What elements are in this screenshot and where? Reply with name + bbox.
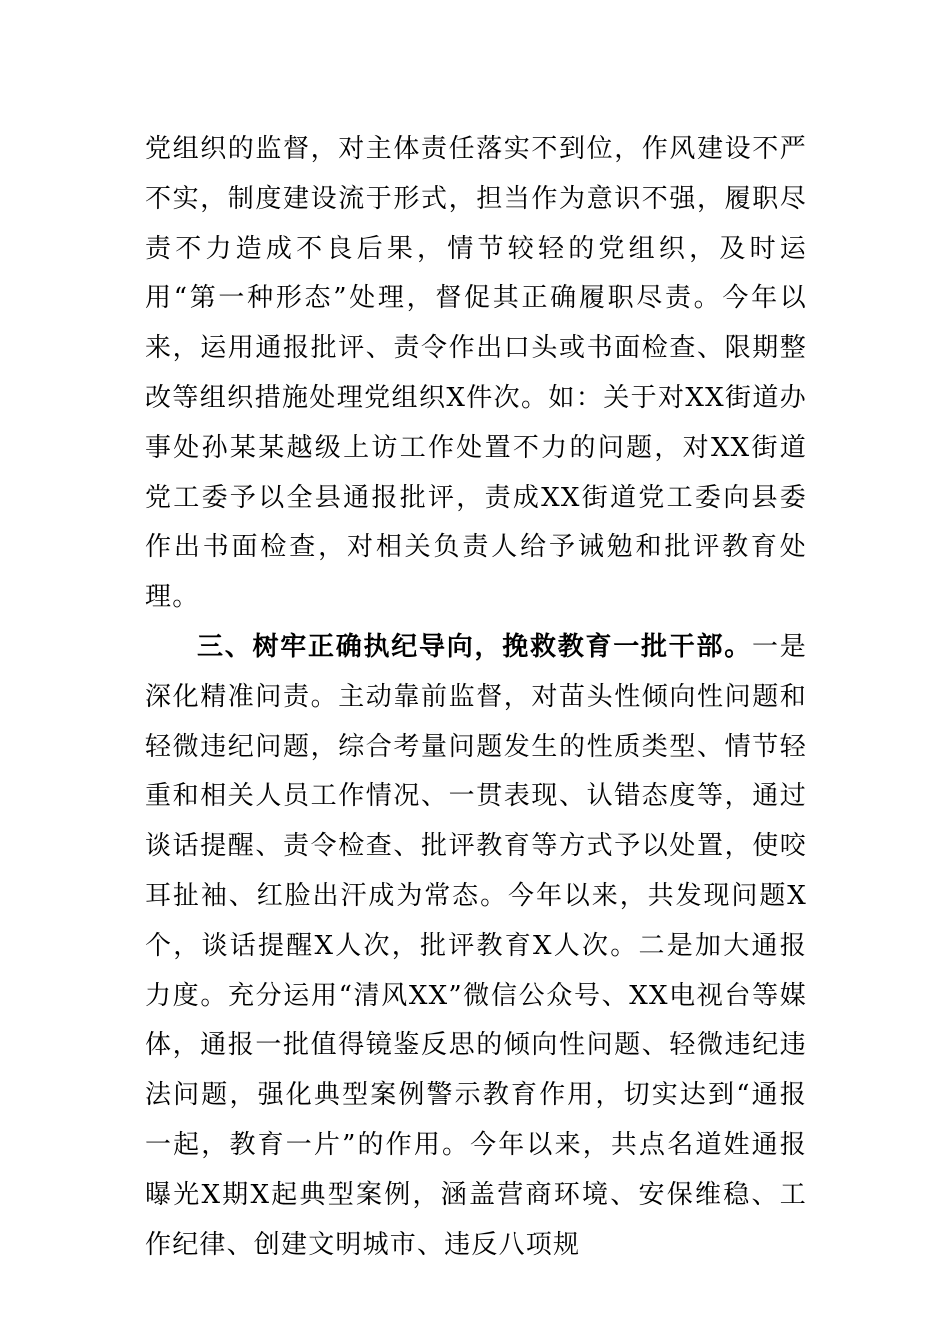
paragraph-section-three — [145, 623, 807, 1270]
paragraph-text: 一是深化精准问责。主动靠前监督，对苗头性倾向性问题和轻微违纪问题，综合考量问题发生的性质类型、情节轻重和相关人员工作情况、一贯表现、认错态度等，通过谈话提醒、责令检查、批评教育等方式予以处置，使咬耳扯袖、红脸出汗成为常态。今年以来，共发现问题X个，谈话提醒X人次，批评教育X人次。二是加大通报力度。充分运用“清风XX”微信公众号、XX电视台等媒体，通报一批值得镜鉴反思的倾向性问题、轻微违纪违法问题，强化典型案例警示教育作用，切实达到“通报一起，教育一片”的作用。今年以来，共点名道姓通报曝光X期X起典型案例，涵盖营商环境、安保维稳、工作纪律、创建文明城市、违反八项规 — [145, 631, 807, 1260]
section-heading: 三、树牢正确执纪导向，挽救教育一批干部。 — [197, 631, 753, 662]
document-page — [145, 125, 807, 1270]
paragraph-text: 党组织的监督，对主体责任落实不到位，作风建设不严不实，制度建设流于形式，担当作为意识不强，履职尽责不力造成不良后果，情节较轻的党组织，及时运用“第一种形态”处理，督促其正确履职尽责。今年以来，运用通报批评、责令作出口头或书面检查、限期整改等组织措施处理党组织X件次。如：关于对XX街道办事处孙某某越级上访工作处置不力的问题，对XX街道党工委予以全县通报批评，责成XX街道党工委向县委作出书面检查，对相关负责人给予诫勉和批评教育处理。 — [145, 134, 807, 613]
paragraph-continued — [145, 125, 807, 623]
